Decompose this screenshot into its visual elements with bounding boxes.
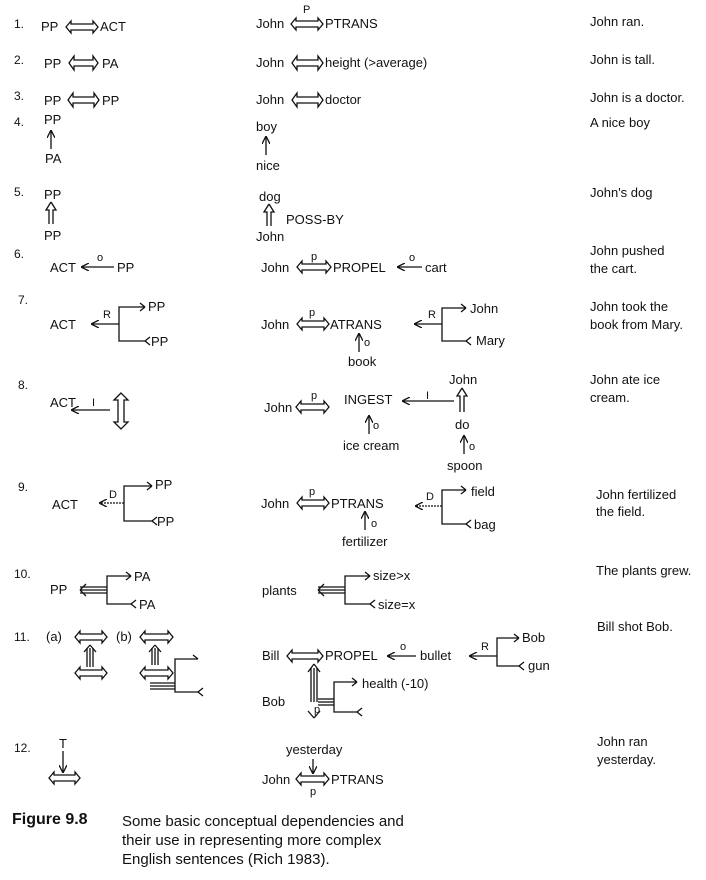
english-sentence: A nice boy xyxy=(590,115,650,130)
link-label: o xyxy=(371,518,378,530)
primitive-label: PP xyxy=(157,514,175,529)
example-source: bag xyxy=(474,517,496,532)
instrument-object: spoon xyxy=(447,458,483,473)
english-sentence-line: cream. xyxy=(590,390,630,405)
primitive-label: PP xyxy=(44,112,62,127)
link-label: D xyxy=(109,489,117,501)
example-subject: John xyxy=(261,496,290,511)
relation-label: POSS-BY xyxy=(286,212,344,227)
primitive-label: ACT xyxy=(50,395,76,410)
english-sentence-line: John ran xyxy=(597,734,648,749)
example-subject: John xyxy=(256,16,285,31)
primitive-label: PP xyxy=(50,582,68,597)
primitive-label: PP xyxy=(41,19,59,34)
example-subject: John xyxy=(256,55,285,70)
row8-instrument-double xyxy=(457,388,467,412)
primitive-label: PA xyxy=(134,569,151,584)
row-number: 8. xyxy=(18,378,29,392)
example-subject: John xyxy=(261,317,290,332)
row2-primitive-arrow xyxy=(69,56,98,70)
example-act: PTRANS xyxy=(325,16,378,31)
row11-example-arrow xyxy=(287,650,323,662)
row2-example-arrow xyxy=(292,56,323,70)
example-act: PROPEL xyxy=(325,648,378,663)
english-sentence: John's dog xyxy=(590,185,653,200)
caption-line: Some basic conceptual dependencies and xyxy=(122,813,404,830)
example-subject: John xyxy=(262,772,291,787)
example-object: book xyxy=(348,354,377,369)
example-subject: Bill xyxy=(262,648,280,663)
example-donor: gun xyxy=(528,658,550,673)
link-label: P xyxy=(303,4,311,16)
row7-example-bracket xyxy=(415,304,471,345)
row3-primitive-arrow xyxy=(68,93,99,107)
example-old-state: size=x xyxy=(378,597,416,612)
english-sentence-line: John pushed xyxy=(590,243,665,258)
row-number: 11. xyxy=(14,630,30,644)
variant-label: (b) xyxy=(116,629,132,644)
primitive-label: PP xyxy=(155,477,173,492)
example-subject: John xyxy=(261,260,290,275)
example-act: INGEST xyxy=(344,392,393,407)
row-number: 5. xyxy=(14,185,25,199)
example-donor: Mary xyxy=(476,333,505,348)
caption-line: their use in representing more complex xyxy=(122,832,382,849)
instrument-act: do xyxy=(455,417,470,432)
example-act: PROPEL xyxy=(333,260,386,275)
primitive-label: ACT xyxy=(50,260,76,275)
primitive-label: PP xyxy=(44,187,62,202)
example-modifier: nice xyxy=(256,158,280,173)
english-sentence: John is tall. xyxy=(590,52,656,67)
link-label: o xyxy=(364,337,371,349)
link-label: p xyxy=(309,307,316,319)
link-label: p xyxy=(311,390,318,402)
english-sentence-line: the cart. xyxy=(590,261,637,276)
primitive-label: ACT xyxy=(52,497,78,512)
primitive-label: PP xyxy=(148,299,166,314)
primitive-label: PA xyxy=(102,56,119,71)
english-sentence-line: John fertilized xyxy=(596,487,677,502)
row11-primitive-b xyxy=(140,631,203,696)
example-object: doctor xyxy=(325,92,362,107)
row-number: 4. xyxy=(14,115,25,129)
example-object: height (>average) xyxy=(325,55,428,70)
link-label: R xyxy=(103,309,111,321)
english-sentence-line: the field. xyxy=(596,504,646,519)
example-state: health (-10) xyxy=(362,676,429,691)
example-subject: John xyxy=(264,400,293,415)
example-new-state: size>x xyxy=(373,568,411,583)
link-label: p xyxy=(314,704,321,716)
row5-primitive-arrow xyxy=(46,202,56,224)
primitive-label: ACT xyxy=(100,19,126,34)
variant-label: (a) xyxy=(46,629,62,644)
link-label: o xyxy=(469,441,476,453)
row9-example-bracket xyxy=(416,486,471,528)
example-subject: John xyxy=(256,92,285,107)
example-owner: John xyxy=(256,229,285,244)
row-number: 7. xyxy=(18,293,29,307)
example-object: bullet xyxy=(420,648,452,663)
link-label: o xyxy=(97,252,104,264)
example-act: ATRANS xyxy=(330,317,382,332)
example-time: yesterday xyxy=(286,742,343,757)
row3-example-arrow xyxy=(292,93,323,107)
row-number: 2. xyxy=(14,53,25,67)
english-sentence-line: John ate ice xyxy=(590,372,661,387)
link-label: R xyxy=(481,641,489,653)
primitive-label: PP xyxy=(117,260,135,275)
row-number: 3. xyxy=(14,89,25,103)
primitive-label: PP xyxy=(44,56,62,71)
example-object: cart xyxy=(425,260,447,275)
english-sentence: John is a doctor. xyxy=(590,90,685,105)
row5-example-arrow xyxy=(264,204,274,226)
primitive-label: PP xyxy=(102,93,120,108)
example-recipient: Bob xyxy=(522,630,546,645)
link-label: I xyxy=(426,390,430,402)
english-sentence-line: book from Mary. xyxy=(590,317,683,332)
english-sentence: John ran. xyxy=(590,14,645,29)
figure-label: Figure 9.8 xyxy=(12,811,88,828)
row-number: 6. xyxy=(14,247,25,261)
instrument-actor: John xyxy=(449,372,478,387)
row11-recipient-bracket xyxy=(470,634,524,670)
example-object: ice cream xyxy=(343,438,400,453)
english-sentence-line: John took the xyxy=(590,299,669,314)
row8-primitive-vertical xyxy=(114,393,128,429)
example-recipient: John xyxy=(470,301,499,316)
example-object: fertilizer xyxy=(342,534,388,549)
row-number: 1. xyxy=(14,17,25,31)
example-act: PTRANS xyxy=(331,772,384,787)
english-sentence: The plants grew. xyxy=(596,563,692,578)
row1-primitive-arrow xyxy=(66,21,98,33)
link-label: o xyxy=(373,420,380,432)
example-head: dog xyxy=(259,189,281,204)
english-sentence: Bill shot Bob. xyxy=(597,619,673,634)
primitive-label: PP xyxy=(151,334,169,349)
example-head: boy xyxy=(256,119,277,134)
row-number: 10. xyxy=(14,567,31,581)
primitive-label: PA xyxy=(45,151,62,166)
row-number: 9. xyxy=(18,480,29,494)
row11-primitive-a xyxy=(75,631,107,679)
link-label: R xyxy=(428,309,436,321)
link-label: o xyxy=(409,252,416,264)
link-label: I xyxy=(92,397,96,409)
example-patient: Bob xyxy=(262,694,286,709)
time-label: T xyxy=(59,736,67,751)
caption-line: English sentences (Rich 1983). xyxy=(122,851,330,868)
example-subject: plants xyxy=(262,583,297,598)
primitive-label: PP xyxy=(44,228,62,243)
example-act: PTRANS xyxy=(331,496,384,511)
row-number: 12. xyxy=(14,741,31,755)
link-label: o xyxy=(400,641,407,653)
row12-example-arrow xyxy=(296,773,329,785)
row7-primitive-bracket xyxy=(92,303,150,345)
row11-state-bracket xyxy=(318,678,362,716)
primitive-label: ACT xyxy=(50,317,76,332)
example-destination: field xyxy=(471,484,495,499)
row10-example-bracket xyxy=(318,572,375,608)
row10-primitive-bracket xyxy=(80,572,136,608)
english-sentence-line: yesterday. xyxy=(597,752,657,767)
link-label: D xyxy=(426,491,434,503)
link-label: p xyxy=(309,486,316,498)
row1-example-arrow xyxy=(291,18,323,30)
row12-primitive-arrow xyxy=(49,772,80,784)
link-label: p xyxy=(311,251,318,263)
link-label: p xyxy=(310,786,317,798)
primitive-label: PP xyxy=(44,93,62,108)
primitive-label: PA xyxy=(139,597,156,612)
